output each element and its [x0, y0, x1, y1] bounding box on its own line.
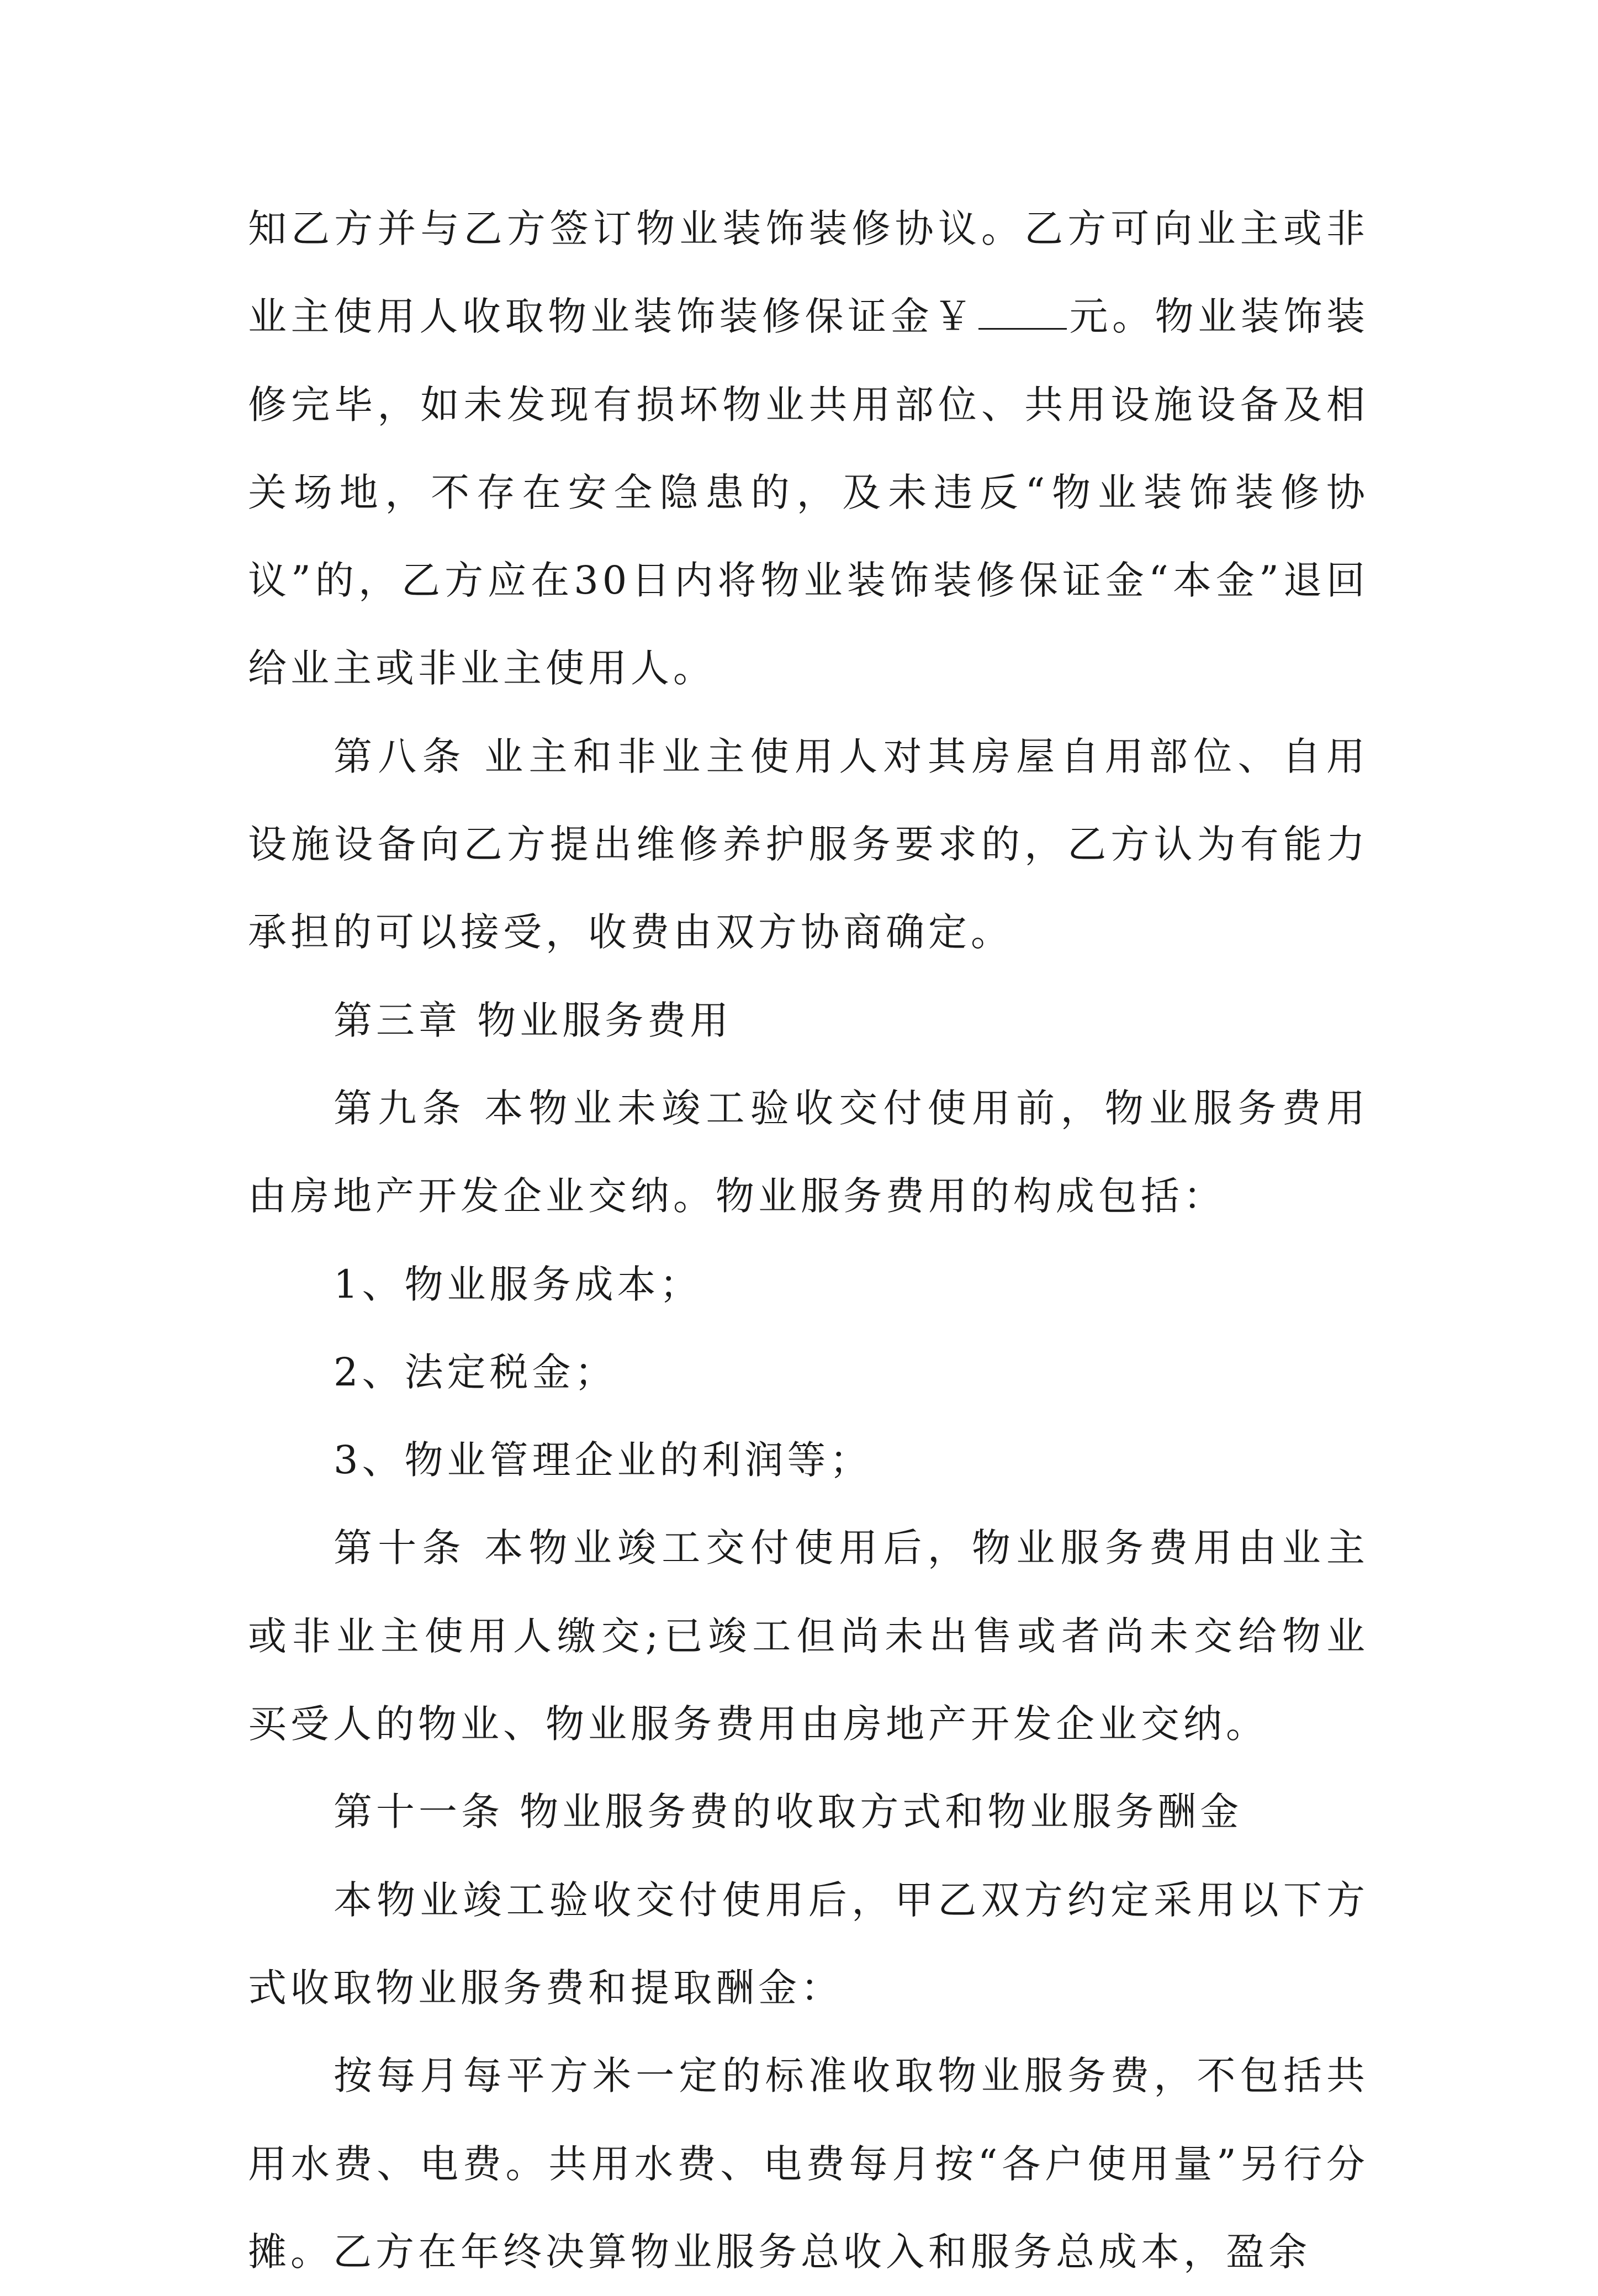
document-body — [248, 185, 1369, 2296]
paragraph-decoration-deposit — [248, 185, 1369, 713]
list-item-1: 1、物业服务成本； — [334, 1261, 702, 1307]
list-item-3: 3、物业管理企业的利润等； — [334, 1437, 872, 1483]
article-11-heading: 第十一条 物业服务费的收取方式和物业服务酬金 — [334, 1789, 1243, 1835]
article-8: 第八条 业主和非业主使用人对其房屋自用部位、自用设施设备向乙方提出维修养护服务要求的，乙方认为有能力承担的可以接受，收费由双方协商确定。 — [248, 733, 1369, 955]
chapter-3-heading: 第三章 物业服务费用 — [334, 997, 733, 1043]
deposit-text-before: 知乙方并与乙方签订物业装饰装修协议。乙方可向业主或非业主使用人收取物业装饰装修保证金￥ — [248, 206, 1369, 340]
deposit-text-after: 元。物业装饰装修完毕，如未发现有损坏物业共用部位、共用设施设备及相关场地，不存在安全隐患的，及未违反“物业装饰装修协议”的，乙方应在30日内将物业装饰装修保证金“本金”退回给业主或非业主使用人。 — [248, 294, 1369, 691]
deposit-amount-blank — [978, 295, 1067, 330]
article-11-intro: 本物业竣工验收交付使用后，甲乙双方约定采用以下方式收取物业服务费和提取酬金： — [248, 1877, 1369, 2011]
list-item-2: 2、法定税金； — [334, 1349, 617, 1395]
article-11-fee-standard: 按每月每平方米一定的标准收取物业服务费，不包括共用水费、电费。共用水费、电费每月按“各户使用量”另行分摊。乙方在年终决算物业服务总收入和服务总成本，盈余 — [248, 2053, 1369, 2274]
article-9: 第九条 本物业未竣工验收交付使用前，物业服务费用由房地产开发企业交纳。物业服务费用的构成包括： — [248, 1085, 1369, 1219]
article-10: 第十条 本物业竣工交付使用后，物业服务费用由业主或非业主使用人缴交;已竣工但尚未出售或者尚未交给物业买受人的物业、物业服务费用由房地产开发企业交纳。 — [248, 1525, 1369, 1747]
